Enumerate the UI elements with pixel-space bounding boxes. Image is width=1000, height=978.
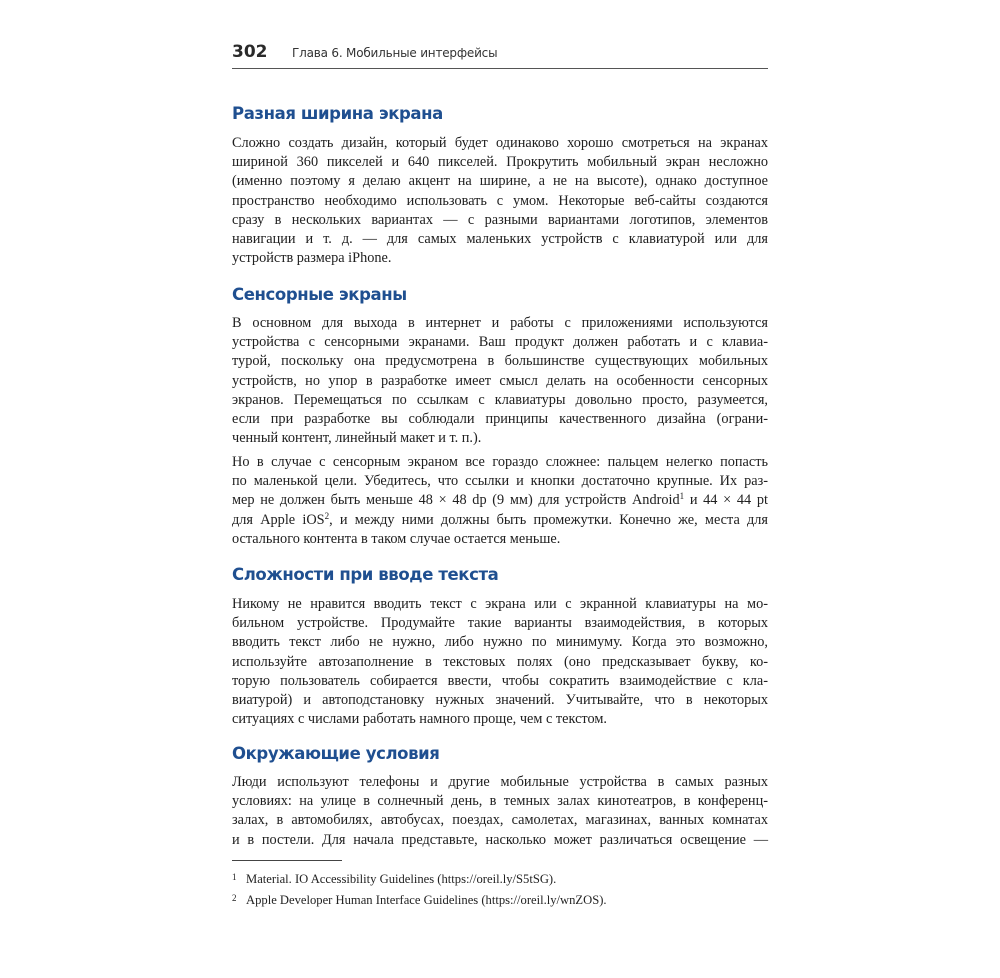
footnote-number: 1: [232, 872, 237, 882]
text-fragment: и 44 × 44 pt: [684, 492, 768, 509]
text-fragment: мер не должен быть меньше 48 × 48 dp (9 мм) для устройств Android: [232, 492, 680, 509]
page-number: 302: [232, 42, 268, 62]
text-line: В основном для выхода в интернет и работы с приложениями используются: [232, 315, 768, 331]
text-line: Никому не нравится вводить текст с экрана или с экранной клавиатуры на мо-: [232, 596, 768, 612]
text-line: устройств размера iPhone.: [232, 250, 392, 267]
text-line: торую пользователь собирается ввести, чтобы сократить взаимодействие с кла-: [232, 672, 768, 689]
footnote-ref-1: 1: [679, 491, 685, 502]
footnote-2: [232, 890, 768, 909]
text-line: Но в случае с сенсорным экраном все гораздо сложнее: пальцем нелегко попасть: [232, 454, 768, 470]
paragraph-screen-width: [232, 134, 768, 268]
footnote-text: Apple Developer Human Interface Guidelines (https://oreil.ly/wnZOS).: [246, 893, 607, 907]
footnote-number: 2: [232, 893, 237, 903]
footnote-1: [232, 869, 768, 888]
text-line: [232, 511, 768, 530]
text-fragment: для Apple iOS: [232, 511, 325, 528]
paragraph-text-input: [232, 595, 768, 729]
text-line: ченный контент, линейный макет и т. п.).: [232, 430, 482, 447]
text-line: [232, 491, 768, 510]
text-line: виатурой) и автоподстановку нужных значений. Учитывайте, что в некоторых: [232, 691, 768, 708]
text-line: используйте автозаполнение в текстовых полях (оно предсказывает букву, ко-: [232, 653, 768, 670]
text-line: бильном устройстве. Продумайте такие варианты взаимодействия, в которых: [232, 615, 768, 632]
footnote-divider: [232, 860, 342, 861]
text-line: устройства с сенсорными экранами. Ваш продукт должен работать и с клавиа-: [232, 334, 768, 351]
text-fragment: , и между ними должны быть промежутки. Конечно же, места для: [329, 511, 768, 528]
section-heading-touch-screens: Сенсорные экраны: [232, 285, 407, 304]
text-line: если при разработке вы соблюдали принципы качественного дизайна (ограни-: [232, 410, 768, 427]
section-heading-screen-width: Разная ширина экрана: [232, 104, 443, 123]
text-line: турой, поскольку она предусмотрена в большинстве существующих мобильных: [232, 353, 768, 370]
paragraph-touch-screens-2: [232, 453, 768, 549]
footnote-text: Material. IO Accessibility Guidelines (https://oreil.ly/S5tSG).: [246, 872, 557, 886]
section-heading-environment: Окружающие условия: [232, 744, 440, 763]
text-line: Люди используют телефоны и другие мобильные устройства в самых разных: [232, 774, 768, 790]
footnote-ref-2: 2: [324, 510, 330, 521]
text-line: шириной 360 пикселей и 640 пикселей. Прокрутить мобильный экран несложно: [232, 154, 768, 171]
section-heading-text-input: Сложности при вводе текста: [232, 565, 499, 584]
text-line: устройств, но упор в разработке имеет смысл делать на особенности сенсорных: [232, 372, 768, 389]
text-line: ситуациях с числами работать намного проще, чем с текстом.: [232, 711, 607, 728]
text-line: залах, в автомобилях, автобусах, поездах, самолетах, магазинах, ванных комнатах: [232, 812, 768, 829]
paragraph-environment: [232, 773, 768, 850]
text-line: сразу в нескольких вариантах — с разными вариантами логотипов, элементов: [232, 211, 768, 228]
chapter-title: Глава 6. Мобильные интерфейсы: [292, 46, 498, 60]
text-line: по маленькой цели. Убедитесь, что ссылки и кнопки достаточно крупные. Их раз-: [232, 473, 768, 490]
running-header: [232, 40, 768, 69]
text-line: остального контента в таком случае остается меньше.: [232, 530, 561, 547]
text-line: и в постели. Для начала представьте, насколько может различаться освещение —: [232, 831, 768, 848]
text-line: условиях: на улице в солнечный день, в темных залах кинотеатров, в конференц-: [232, 793, 768, 810]
text-line: вводить текст либо не нужно, либо нужно по минимуму. Когда это возможно,: [232, 634, 768, 651]
text-line: (именно поэтому я делаю акцент на ширине, а не на высоте), однако доступное: [232, 173, 768, 190]
text-line: экранов. Перемещаться по ссылкам с клавиатуры довольно просто, разумеется,: [232, 391, 768, 408]
text-line: Сложно создать дизайн, который будет одинаково хорошо смотреться на экранах: [232, 135, 768, 151]
text-line: пространство необходимо использовать с умом. Некоторые веб-сайты создаются: [232, 192, 768, 209]
paragraph-touch-screens-1: [232, 314, 768, 448]
text-line: навигации и т. д. — для самых маленьких устройств с клавиатурой или для: [232, 230, 768, 247]
